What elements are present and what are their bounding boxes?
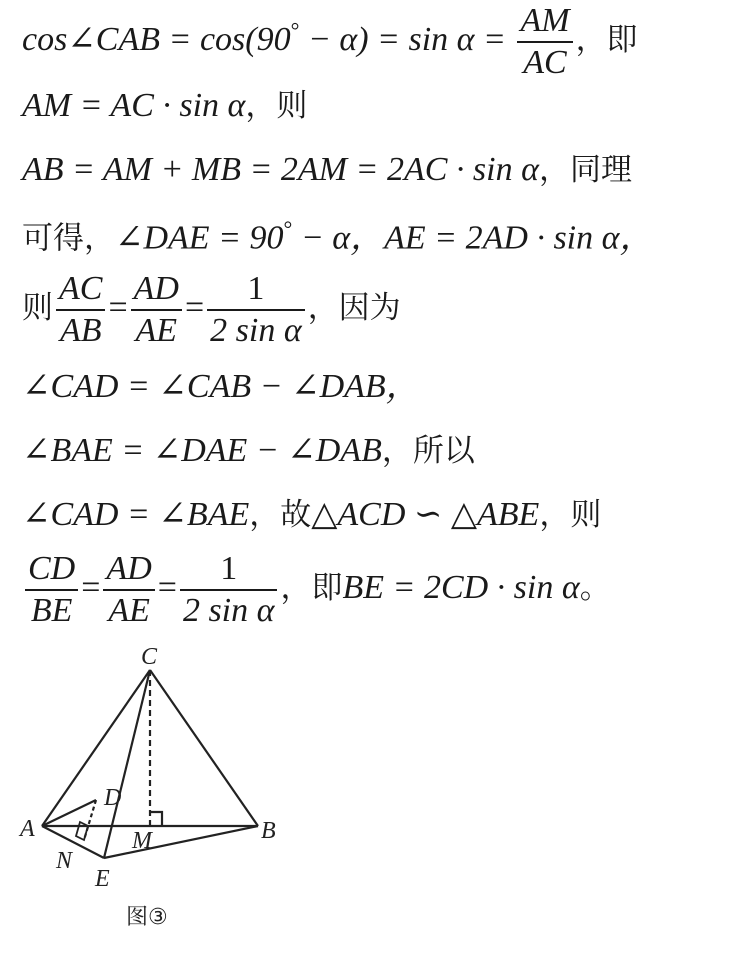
degree-symbol: °: [290, 17, 300, 43]
label-a: A: [20, 816, 35, 842]
am-expression: AM = AC · sin α: [22, 87, 246, 124]
segment-ae: [42, 826, 104, 858]
ab-expression: AB = AM + MB = 2AM = 2AC · sin α: [22, 151, 539, 188]
label-b: B: [261, 818, 276, 844]
right-angle-mark-m: [150, 812, 162, 826]
fraction-numerator: AM: [520, 2, 570, 39]
fraction-denominator: AB: [59, 312, 102, 350]
chinese-text: ，即: [575, 21, 638, 58]
equals-sign: =: [108, 288, 128, 326]
fraction-numerator: 1: [247, 270, 265, 307]
segment-eb: [104, 826, 258, 858]
chinese-text: ，故: [249, 497, 312, 533]
sin-alpha-expression: − α) = sin α =: [299, 20, 515, 58]
fraction-numerator: AD: [106, 550, 152, 587]
chinese-text: 可得，: [22, 220, 115, 257]
fraction-denominator: BE: [30, 592, 73, 630]
minus-alpha-expression: − α，: [292, 219, 385, 257]
label-c: C: [141, 644, 158, 670]
figure-caption: 图③: [126, 905, 168, 930]
angle-cad-expression: ∠CAD = ∠CAB − ∠DAB，: [22, 368, 420, 405]
label-d: D: [104, 785, 122, 811]
chinese-text: ，因为: [307, 289, 401, 326]
angle-dae-expression: ∠DAE = 90: [115, 219, 284, 257]
angle-equality: ∠CAD = ∠BAE: [22, 496, 250, 533]
label-m: M: [132, 828, 152, 854]
degree-symbol: °: [283, 216, 293, 241]
ae-expression: AE = 2AD · sin α，: [384, 219, 654, 257]
equals-sign: =: [184, 288, 205, 326]
cos-cab-expression: cos∠CAB = cos(90: [22, 20, 291, 58]
fraction-numerator: AC: [59, 270, 103, 307]
fraction-denominator: AE: [108, 592, 150, 630]
equals-sign: =: [157, 568, 177, 606]
fraction-denominator: 2 sin α: [182, 592, 275, 630]
fraction-denominator: AC: [523, 44, 567, 82]
fraction-numerator: 1: [220, 550, 238, 587]
be-expression: BE = 2CD · sin α: [342, 568, 580, 606]
chinese-text: ，所以: [381, 433, 475, 469]
chinese-text: ，则: [245, 88, 308, 124]
fraction-numerator: CD: [28, 550, 76, 587]
chinese-text: ，则: [539, 497, 602, 533]
equals-sign: =: [81, 568, 101, 606]
angle-bae-expression: ∠BAE = ∠DAE − ∠DAB: [22, 432, 382, 469]
fraction-denominator: 2 sin α: [210, 312, 302, 350]
segment-cb: [150, 670, 258, 826]
similar-triangles: △ACD ∽ △ABE: [311, 496, 540, 533]
chinese-text: ，同理: [538, 152, 632, 188]
label-n: N: [56, 848, 73, 874]
chinese-text: ，即: [280, 569, 343, 606]
chinese-text: 则: [22, 289, 53, 326]
fraction-denominator: AE: [135, 312, 178, 350]
fraction-numerator: AD: [133, 270, 179, 307]
chinese-text: 。: [579, 569, 611, 606]
label-e: E: [95, 866, 110, 892]
right-angle-mark-n: [76, 822, 88, 840]
